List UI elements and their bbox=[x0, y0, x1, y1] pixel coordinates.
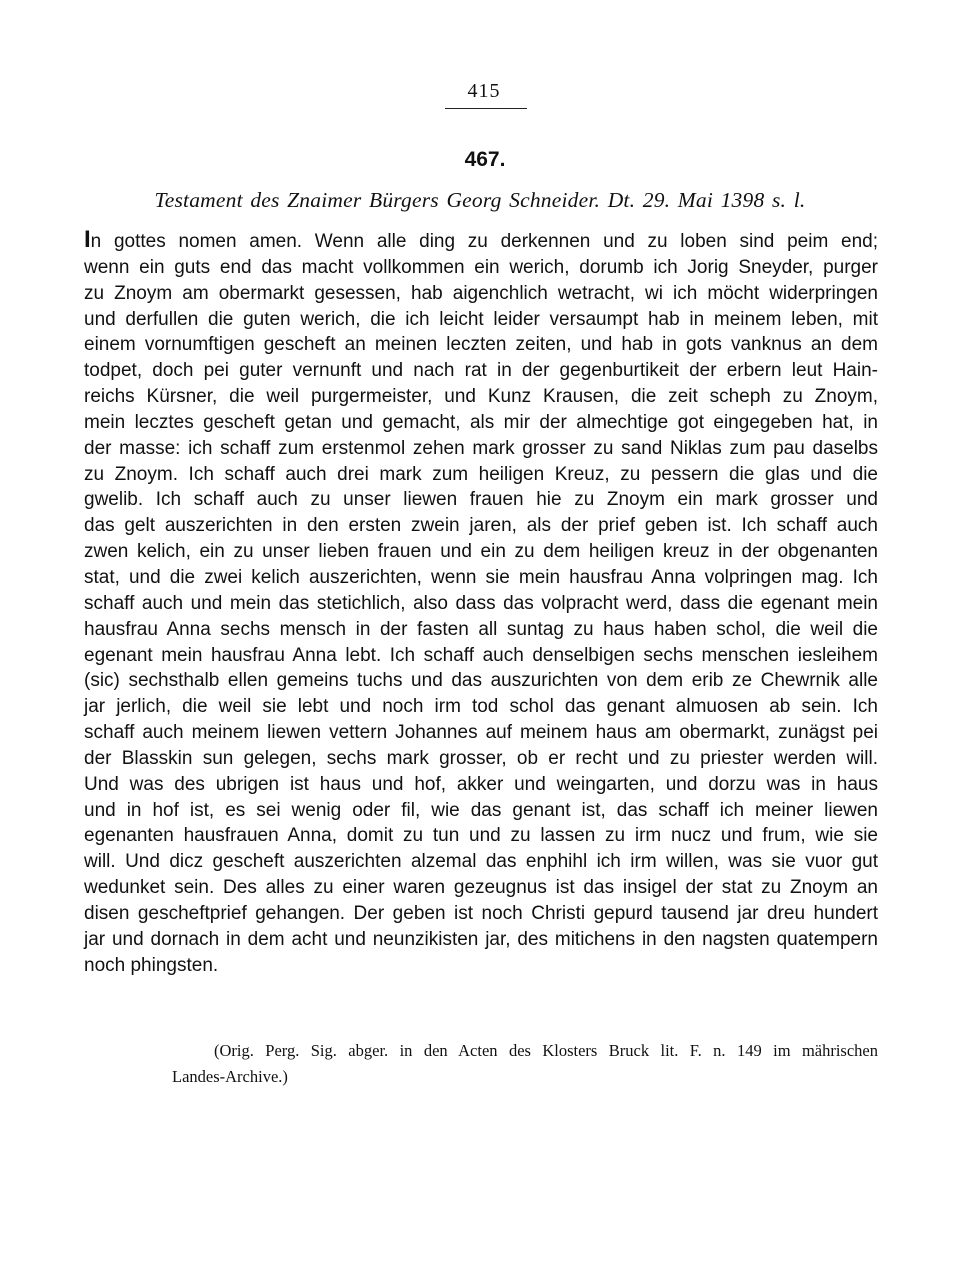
text-line: hausfrau Anna sechs mensch in der fasten all suntag zu haus haben schol, die weil die bbox=[84, 618, 878, 640]
text-line: Und was des ubrigen ist haus und hof, akker und weingarten, und dorzu was in haus bbox=[84, 773, 878, 795]
text-line: zu Znoym am obermarkt gesessen, hab aigenchlich wetracht, wi ich möcht widerpringen bbox=[84, 282, 878, 304]
source-note-line: (Orig. Perg. Sig. abger. in den Acten des Klosters Bruck lit. F. n. 149 im mährischen bbox=[214, 1041, 878, 1060]
text-line: der Blasskin sun gelegen, sechs mark grosser, ob er recht und zu priester werden will. bbox=[84, 747, 878, 769]
text-line: (sic) sechsthalb ellen gemeins tuchs und das auszurichten von dem erib ze Chewrnik alle bbox=[84, 670, 878, 692]
text-line: egenant mein hausfrau Anna lebt. Ich schaff auch denselbigen sechs menschen iesleihem bbox=[84, 644, 878, 666]
initial-letter: I bbox=[84, 226, 91, 253]
page-number-rule bbox=[445, 108, 527, 109]
text-line: todpet, doch pei guter vernunft und nach rat in der gegenburtikeit der erbern leut Hain- bbox=[84, 360, 878, 382]
charter-text bbox=[84, 226, 878, 978]
text-line: noch phingsten. bbox=[84, 954, 219, 976]
text-line: gwelib. Ich schaff auch zu unser liewen frauen hie zu Znoym ein mark grosser und bbox=[84, 489, 878, 511]
source-note bbox=[172, 1038, 878, 1090]
text-line: will. Und dicz gescheft auszerichten alzemal das enphihl ich irm willen, was sie vuor gut bbox=[84, 851, 878, 873]
text-line: und derfullen die guten werich, die ich leicht leider versaumpt hab in meinem leben, mit bbox=[84, 308, 878, 330]
text-line: schaff auch meinem liewen vettern Johannes auf meinem haus am obermarkt, zunägst pei bbox=[84, 722, 878, 744]
text-line: einem vornumftigen gescheft an meinen leczten zeiten, und hab in gots vanknus an dem bbox=[84, 334, 878, 356]
text-line: jar jerlich, die weil sie lebt und noch irm tod schol das genant almuosen ab sein. Ich bbox=[84, 696, 878, 718]
text-line: mein lecztes gescheft getan und gemacht, als mir der almechtige got eingegeben hat, in bbox=[84, 411, 878, 433]
text-line: schaff auch und mein das stetichlich, also dass das volpracht werd, dass die egenant mein bbox=[84, 592, 878, 614]
page-number: 415 bbox=[467, 80, 501, 102]
document-number: 467. bbox=[464, 148, 506, 171]
text-line: stat, und die zwei kelich auszerichten, wenn sie mein hausfrau Anna volpringen mag. Ich bbox=[84, 566, 878, 588]
text-line: wedunket sein. Des alles zu einer waren gezeugnus ist das insigel der stat zu Znoym an bbox=[84, 877, 878, 899]
text-line: wenn ein guts end das macht vollkommen ein werich, dorumb ich Jorig Sneyder, purger bbox=[84, 256, 878, 278]
text-line-content: n gottes nomen amen. Wenn alle ding zu derkennen und zu loben sind peim end; bbox=[90, 231, 878, 252]
text-line: zwen kelich, ein zu unser lieben frauen und ein zu dem heiligen kreuz in der obgenanten bbox=[84, 541, 878, 563]
source-note-line: Landes-Archive.) bbox=[172, 1067, 288, 1086]
text-line bbox=[84, 226, 878, 255]
document-title: Testament des Znaimer Bürgers Georg Schneider. Dt. 29. Mai 1398 s. l. bbox=[154, 188, 806, 212]
text-line: egenanten hausfrauen Anna, domit zu tun und zu lassen zu irm nucz und frum, wie sie bbox=[84, 825, 878, 847]
text-line: zu Znoym. Ich schaff auch drei mark zum heiligen Kreuz, zu pessern die glas und die bbox=[84, 463, 878, 485]
text-line: disen gescheftprief gehangen. Der geben ist noch Christi gepurd tausend jar dreu hundert bbox=[84, 902, 878, 924]
text-line: reichs Kürsner, die weil purgermeister, und Kunz Krausen, die zeit scheph zu Znoym, bbox=[84, 386, 878, 408]
text-line: das gelt auszerichten in den ersten zwein jaren, als der prief geben ist. Ich schaff auch bbox=[84, 515, 878, 537]
text-line: der masse: ich schaff zum erstenmol zehen mark grosser zu sand Niklas zum pau daselbs bbox=[84, 437, 878, 459]
text-line: und in hof ist, es sei wenig oder fil, wie das genant ist, das schaff ich meiner liewen bbox=[84, 799, 878, 821]
text-line: jar und dornach in dem acht und neunzikisten jar, des mitichens in den nagsten quatempern bbox=[84, 928, 878, 950]
